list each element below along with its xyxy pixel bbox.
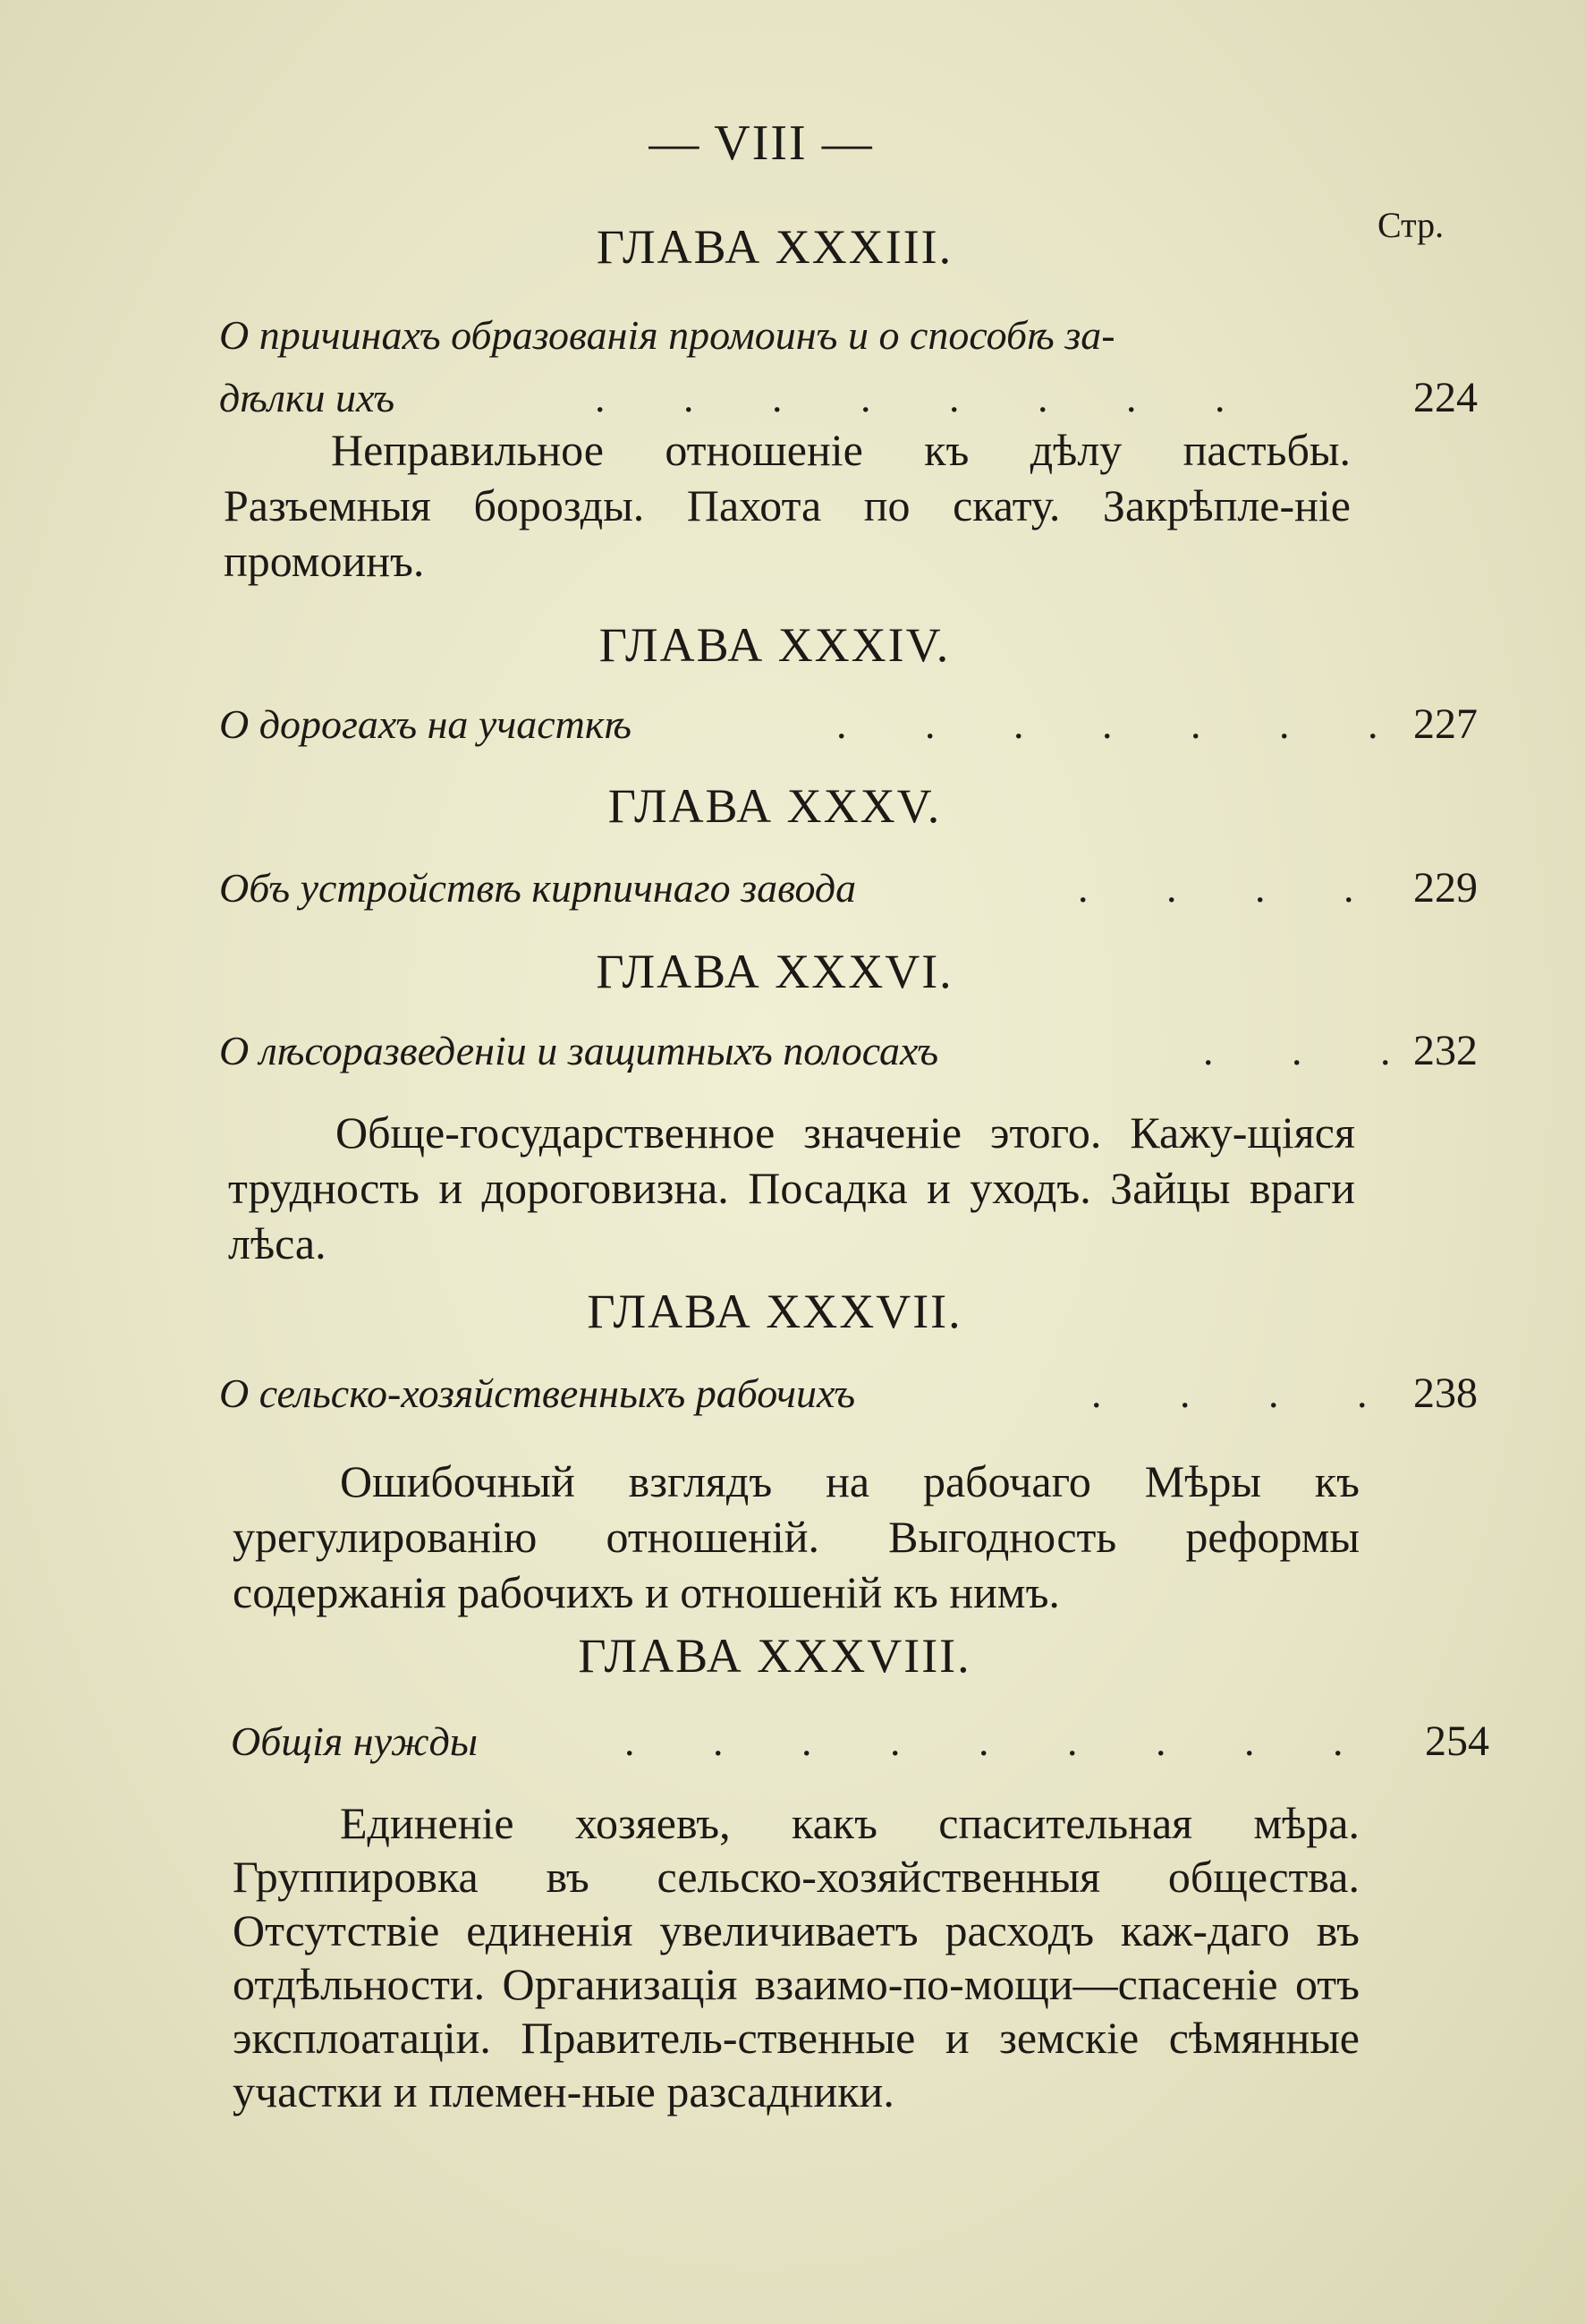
leader-dots: . . . . . . .: [836, 701, 1412, 747]
chapter-summary: Неправильное отношеніе къ дѣлу пастьбы. Разъемныя борозды. Пахота по скату. Закрѣпле-ніе промоинъ.: [224, 425, 1351, 586]
toc-entry-page: 238: [1413, 1370, 1478, 1417]
leader-dots: . . . . . . . . .: [624, 1718, 1377, 1764]
toc-entry-title: Общія нужды: [231, 1718, 479, 1764]
chapter-heading: ГЛАВА XXXVI.: [596, 945, 954, 998]
chapter-summary: Ошибочный взглядъ на рабочаго Мѣры къ урегулированію отношеній. Выгодность реформы содержанія рабочихъ и отношеній къ нимъ.: [233, 1456, 1360, 1617]
toc-entry-title: О причинахъ образованія промоинъ и о способѣ за- дѣлки ихъ: [219, 312, 1115, 420]
toc-entry-page: 227: [1413, 700, 1478, 748]
chapter-heading: ГЛАВА XXXIII.: [596, 220, 954, 274]
toc-entry: [219, 693, 1498, 756]
chapter-heading: ГЛАВА XXXV.: [607, 779, 942, 833]
toc-entry-title: О лѣсоразведеніи и защитныхъ полосахъ: [219, 1028, 939, 1073]
leader-dots: . . . . . . . .: [595, 375, 1259, 420]
toc-entry: [231, 1710, 1510, 1773]
page-column-label: Стр.: [1377, 205, 1445, 245]
toc-entry-title: Объ устройствѣ кирпичнаго завода: [219, 865, 857, 911]
toc-entry: [219, 857, 1498, 920]
toc-entry-title: О дорогахъ на участкѣ: [219, 701, 632, 747]
chapter-summary: Обще-государственное значеніе этого. Кажу-щіяся трудность и дороговизна. Посадка и уходъ. Зайцы враги лѣса.: [228, 1107, 1355, 1268]
toc-entry-title: О сельско-хозяйственныхъ рабочихъ: [219, 1370, 856, 1416]
chapter-summary: Единеніе хозяевъ, какъ спасительная мѣра. Группировка въ сельско-хозяйственныя общества. Отсутствіе единенія увеличиваетъ расходъ каж-даго въ отдѣльности. Организація взаимо-по-мощи—спасеніе отъ эксплоатаціи. Правитель-ственные и земскіе сѣмянные участки и племен-ные разсадники.: [233, 1798, 1360, 2116]
toc-entry: [219, 304, 1498, 429]
toc-entry: [219, 1362, 1498, 1425]
leader-dots: . . . .: [1078, 865, 1388, 911]
toc-entry-page: 229: [1413, 864, 1478, 912]
chapter-heading: ГЛАВА XXXVIII.: [578, 1629, 971, 1683]
chapter-heading: ГЛАВА XXXVII.: [587, 1285, 962, 1338]
leader-dots: . . . .: [1091, 1370, 1402, 1416]
toc-entry-page: 232: [1413, 1027, 1478, 1074]
leader-dots: . . .: [1203, 1028, 1425, 1073]
toc-entry-page: 224: [1413, 374, 1478, 421]
chapter-heading: ГЛАВА XXXIV.: [598, 618, 951, 672]
running-page-header: — VIII —: [648, 115, 874, 171]
toc-entry: [219, 1020, 1498, 1082]
toc-entry-page: 254: [1425, 1718, 1489, 1765]
